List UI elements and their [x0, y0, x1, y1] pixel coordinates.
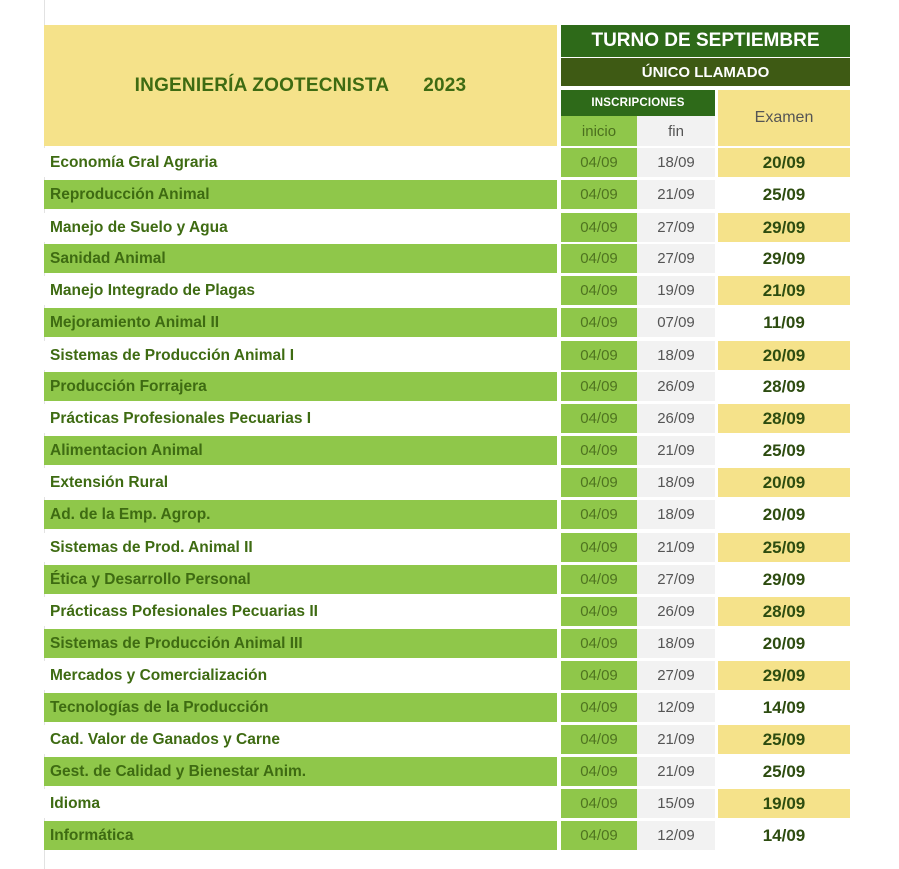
fin-cell: 26/09 — [637, 597, 715, 626]
inicio-cell: 04/09 — [561, 468, 637, 497]
table-row — [0, 403, 899, 434]
career-title-header — [44, 25, 557, 146]
table-row — [0, 564, 899, 595]
examen-cell: 29/09 — [718, 244, 850, 273]
examen-cell: 19/09 — [718, 789, 850, 818]
table-row — [0, 467, 899, 498]
fin-cell: 18/09 — [637, 629, 715, 658]
fin-cell: 18/09 — [637, 148, 715, 177]
examen-cell: 20/09 — [718, 341, 850, 370]
fin-cell: 26/09 — [637, 404, 715, 433]
table-row — [0, 275, 899, 306]
fin-cell: 27/09 — [637, 213, 715, 242]
subject-cell: Idioma — [44, 789, 557, 818]
subject-cell: Tecnologías de la Producción — [44, 693, 557, 722]
inicio-cell: 04/09 — [561, 244, 637, 273]
inicio-cell: 04/09 — [561, 565, 637, 594]
fin-cell: 18/09 — [637, 341, 715, 370]
subject-cell: Gest. de Calidad y Bienestar Anim. — [44, 757, 557, 786]
subject-cell: Economía Gral Agraria — [44, 148, 557, 177]
subject-cell: Extensión Rural — [44, 468, 557, 497]
subject-cell: Alimentacion Animal — [44, 436, 557, 465]
examen-cell: 20/09 — [718, 148, 850, 177]
inicio-cell: 04/09 — [561, 180, 637, 209]
fin-column-header: fin — [637, 116, 715, 146]
examen-cell: 25/09 — [718, 757, 850, 786]
examen-cell: 25/09 — [718, 533, 850, 562]
subject-cell: Informática — [44, 821, 557, 850]
examen-cell: 28/09 — [718, 404, 850, 433]
examen-cell: 20/09 — [718, 468, 850, 497]
table-row — [0, 212, 899, 243]
subject-cell: Producción Forrajera — [44, 372, 557, 401]
examen-cell: 29/09 — [718, 565, 850, 594]
inicio-cell: 04/09 — [561, 693, 637, 722]
fin-cell: 26/09 — [637, 372, 715, 401]
subject-cell: Manejo Integrado de Plagas — [44, 276, 557, 305]
inicio-cell: 04/09 — [561, 789, 637, 818]
fin-cell: 18/09 — [637, 500, 715, 529]
fin-cell: 12/09 — [637, 821, 715, 850]
table-row — [0, 692, 899, 723]
examen-cell: 20/09 — [718, 500, 850, 529]
subject-cell: Manejo de Suelo y Agua — [44, 213, 557, 242]
subject-cell: Sistemas de Producción Animal I — [44, 341, 557, 370]
llamado-header: ÚNICO LLAMADO — [561, 58, 850, 86]
fin-cell: 21/09 — [637, 180, 715, 209]
subject-cell: Sistemas de Prod. Animal II — [44, 533, 557, 562]
examen-cell: 14/09 — [718, 693, 850, 722]
fin-cell: 21/09 — [637, 757, 715, 786]
inicio-cell: 04/09 — [561, 821, 637, 850]
table-row — [0, 147, 899, 178]
subject-cell: Ética y Desarrollo Personal — [44, 565, 557, 594]
examen-cell: 25/09 — [718, 436, 850, 465]
fin-cell: 18/09 — [637, 468, 715, 497]
fin-cell: 27/09 — [637, 565, 715, 594]
inicio-cell: 04/09 — [561, 148, 637, 177]
table-row — [0, 243, 899, 274]
examen-cell: 21/09 — [718, 276, 850, 305]
fin-cell: 27/09 — [637, 244, 715, 273]
inicio-cell: 04/09 — [561, 341, 637, 370]
fin-cell: 21/09 — [637, 533, 715, 562]
examen-cell: 20/09 — [718, 629, 850, 658]
table-row — [0, 756, 899, 787]
table-row — [0, 724, 899, 755]
examen-cell: 29/09 — [718, 661, 850, 690]
inicio-column-header: inicio — [561, 116, 637, 146]
inicio-cell: 04/09 — [561, 308, 637, 337]
fin-cell: 19/09 — [637, 276, 715, 305]
table-row — [0, 435, 899, 466]
subject-cell: Ad. de la Emp. Agrop. — [44, 500, 557, 529]
career-name: INGENIERÍA ZOOTECNISTA — [134, 74, 390, 96]
table-row — [0, 660, 899, 691]
fin-cell: 21/09 — [637, 725, 715, 754]
inicio-cell: 04/09 — [561, 725, 637, 754]
subject-cell: Mejoramiento Animal II — [44, 308, 557, 337]
subject-cell: Sistemas de Producción Animal III — [44, 629, 557, 658]
subject-cell: Reproducción Animal — [44, 180, 557, 209]
subject-cell: Cad. Valor de Ganados y Carne — [44, 725, 557, 754]
inicio-cell: 04/09 — [561, 533, 637, 562]
table-row — [0, 532, 899, 563]
table-row — [0, 499, 899, 530]
subject-cell: Mercados y Comercialización — [44, 661, 557, 690]
inicio-cell: 04/09 — [561, 213, 637, 242]
inicio-cell: 04/09 — [561, 404, 637, 433]
fin-cell: 27/09 — [637, 661, 715, 690]
examen-cell: 28/09 — [718, 372, 850, 401]
examen-cell: 25/09 — [718, 725, 850, 754]
turno-header: TURNO DE SEPTIEMBRE — [561, 25, 850, 57]
examen-cell: 14/09 — [718, 821, 850, 850]
table-row — [0, 307, 899, 338]
inicio-cell: 04/09 — [561, 500, 637, 529]
fin-cell: 21/09 — [637, 436, 715, 465]
examen-cell: 11/09 — [718, 308, 850, 337]
table-row — [0, 820, 899, 851]
career-year: 2023 — [423, 74, 467, 96]
examen-column-header: Examen — [718, 90, 850, 146]
inicio-cell: 04/09 — [561, 372, 637, 401]
table-row — [0, 371, 899, 402]
inicio-cell: 04/09 — [561, 597, 637, 626]
subject-cell: Sanidad Animal — [44, 244, 557, 273]
subject-cell: Prácticas Profesionales Pecuarias I — [44, 404, 557, 433]
examen-cell: 29/09 — [718, 213, 850, 242]
inicio-cell: 04/09 — [561, 436, 637, 465]
fin-cell: 12/09 — [637, 693, 715, 722]
table-row — [0, 628, 899, 659]
fin-cell: 15/09 — [637, 789, 715, 818]
subject-cell: Prácticass Pofesionales Pecuarias II — [44, 597, 557, 626]
examen-cell: 28/09 — [718, 597, 850, 626]
inscripciones-header: INSCRIPCIONES — [561, 90, 715, 116]
fin-cell: 07/09 — [637, 308, 715, 337]
inicio-cell: 04/09 — [561, 661, 637, 690]
inicio-cell: 04/09 — [561, 629, 637, 658]
inicio-cell: 04/09 — [561, 276, 637, 305]
table-row — [0, 596, 899, 627]
examen-cell: 25/09 — [718, 180, 850, 209]
table-row — [0, 788, 899, 819]
inicio-cell: 04/09 — [561, 757, 637, 786]
table-row — [0, 340, 899, 371]
table-row — [0, 179, 899, 210]
